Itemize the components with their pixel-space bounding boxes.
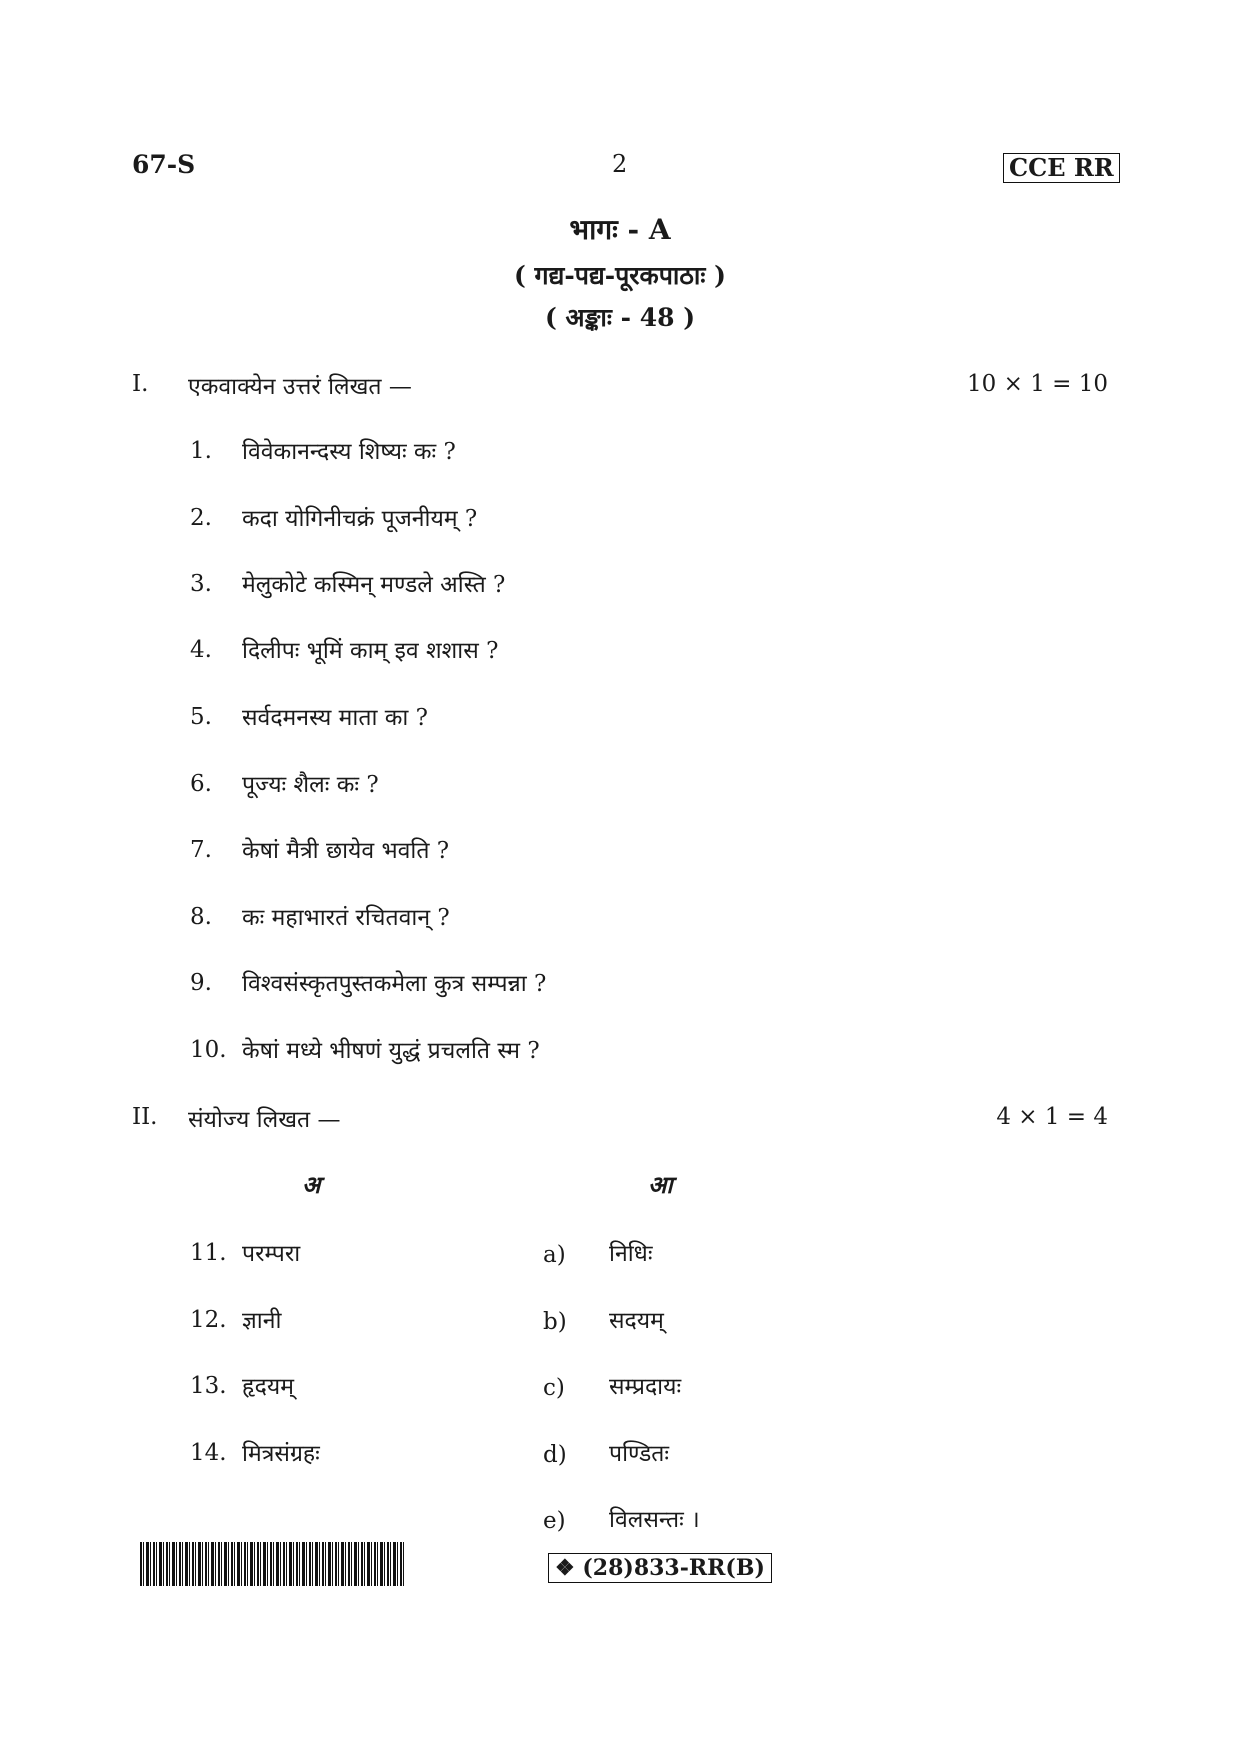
match-number: 14. xyxy=(190,1440,227,1466)
question-number: 9. xyxy=(190,970,212,996)
match-option-label: b) xyxy=(543,1309,567,1335)
match-number: 11. xyxy=(190,1240,227,1266)
match-option-label: c) xyxy=(543,1375,565,1401)
match-option: सम्प्रदायः xyxy=(609,1374,682,1400)
question-number: 5. xyxy=(190,704,212,730)
section-1-marks: 10 × 1 = 10 xyxy=(967,371,1108,397)
question-text: केषां मैत्री छायेव भवति ? xyxy=(242,838,450,864)
match-option: विलसन्तः । xyxy=(609,1507,700,1533)
section-1-instruction: एकवाक्येन उत्तरं लिखत — xyxy=(188,374,412,400)
section-2-marks: 4 × 1 = 4 xyxy=(996,1104,1108,1130)
match-option-label: e) xyxy=(543,1508,566,1534)
question-number: 10. xyxy=(190,1037,227,1063)
part-title: भागः - A xyxy=(569,213,671,246)
question-text: सर्वदमनस्य माता का ? xyxy=(242,705,429,731)
question-text: पूज्यः शैलः कः ? xyxy=(242,772,379,798)
paper-tag: CCE RR xyxy=(1003,153,1120,183)
page-number: 2 xyxy=(612,150,628,178)
match-term: परम्परा xyxy=(242,1241,301,1267)
part-marks: ( अङ्काः - 48 ) xyxy=(544,303,696,332)
question-number: 1. xyxy=(190,438,212,464)
match-term: मित्रसंग्रहः xyxy=(242,1441,320,1467)
question-text: केषां मध्ये भीषणं युद्धं प्रचलति स्म ? xyxy=(242,1038,540,1064)
question-text: दिलीपः भूमिं काम् इव शशास ? xyxy=(242,638,499,664)
match-term: ज्ञानी xyxy=(242,1308,282,1334)
section-2-instruction: संयोज्य लिखत — xyxy=(188,1107,341,1133)
question-text: विश्वसंस्कृतपुस्तकमेला कुत्र सम्पन्ना ? xyxy=(242,971,547,997)
footer-code: ❖ (28)833-RR(B) xyxy=(548,1553,772,1583)
question-number: 2. xyxy=(190,505,212,531)
question-text: विवेकानन्दस्य शिष्यः कः ? xyxy=(242,439,456,465)
match-term: हृदयम् xyxy=(242,1374,294,1400)
question-number: 4. xyxy=(190,637,212,663)
column-b-header: आ xyxy=(648,1170,673,1199)
section-2-number: II. xyxy=(132,1104,158,1130)
match-option: सदयम् xyxy=(609,1308,664,1334)
question-text: कः महाभारतं रचितवान् ? xyxy=(242,905,450,931)
question-text: कदा योगिनीचक्रं पूजनीयम् ? xyxy=(242,506,478,532)
match-option-label: d) xyxy=(543,1442,567,1468)
match-option: निधिः xyxy=(609,1241,653,1267)
question-number: 3. xyxy=(190,571,212,597)
barcode xyxy=(140,1542,405,1586)
question-text: मेलुकोटे कस्मिन् मण्डले अस्ति ? xyxy=(242,572,506,598)
question-number: 8. xyxy=(190,904,212,930)
column-a-header: अ xyxy=(302,1170,321,1199)
question-number: 7. xyxy=(190,837,212,863)
part-subtitle: ( गद्य-पद्य-पूरकपाठाः ) xyxy=(514,261,726,290)
match-number: 13. xyxy=(190,1373,227,1399)
section-1-number: I. xyxy=(132,371,149,397)
paper-code: 67-S xyxy=(132,150,196,179)
match-option-label: a) xyxy=(543,1242,566,1268)
match-number: 12. xyxy=(190,1307,227,1333)
match-option: पण्डितः xyxy=(609,1441,670,1467)
question-number: 6. xyxy=(190,771,212,797)
